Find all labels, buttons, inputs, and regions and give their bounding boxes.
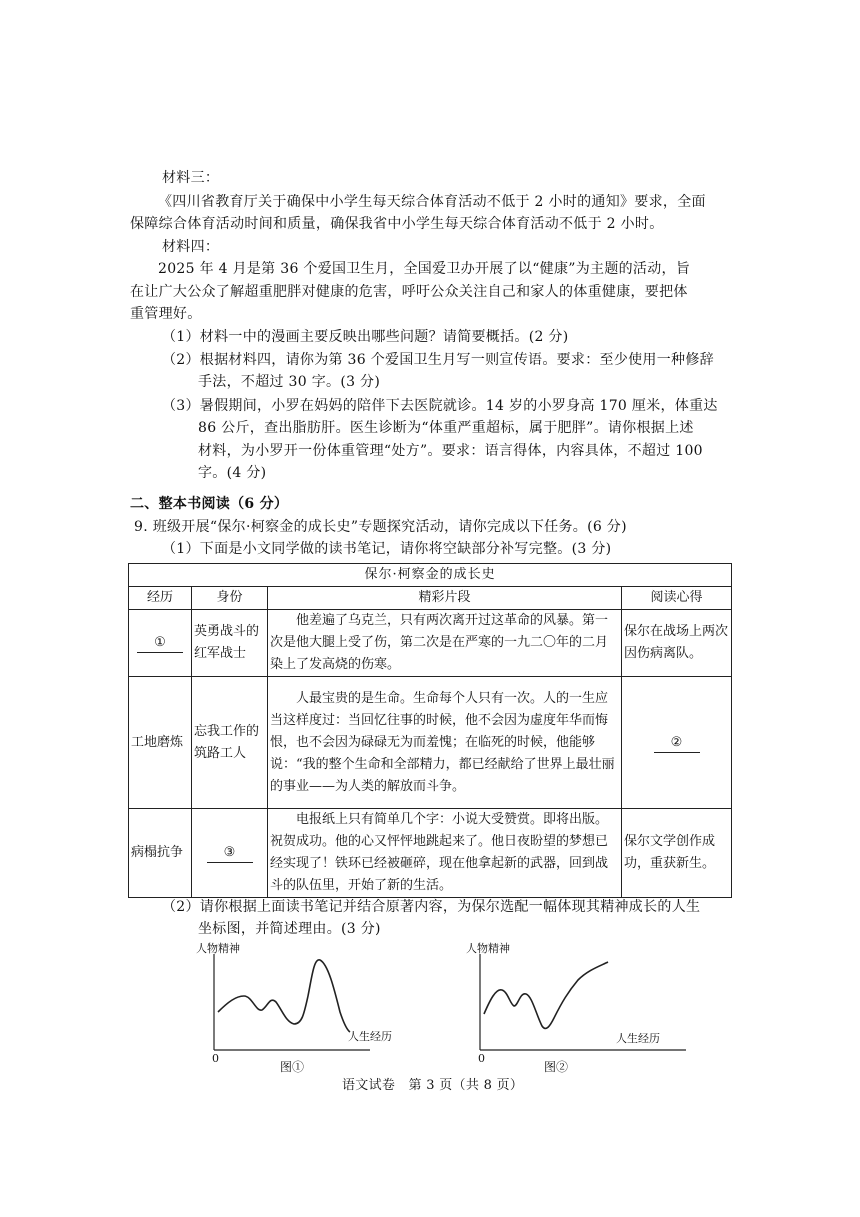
row2-excerpt: 人最宝贵的是生命。生命每个人只有一次。人的一生应当这样度过：当回忆往事的时候，他不会因为虚度年华而悔恨，也不会因为碌碌无为而羞愧；在临死的时候，他能够说：“我的整个生命和全部精力，都已经献给了世界上最壮丽的事业——为人类的解放而斗争。	[268, 677, 622, 809]
row1-note: 保尔在战场上两次因伤病离队。	[622, 610, 732, 677]
graph-2-xlabel: 人生经历	[616, 1032, 660, 1045]
blank-3[interactable]: ③	[207, 844, 253, 863]
question-1: （1）材料一中的漫画主要反映出哪些问题？请简要概括。(2 分)	[162, 329, 569, 345]
material4-line3: 重管理好。	[130, 306, 202, 322]
question-2-line2: 手法，不超过 30 字。(3 分)	[198, 374, 381, 390]
question-9: 9. 班级开展“保尔·柯察金的成长史”专题探究活动，请你完成以下任务。(6 分)	[134, 519, 627, 535]
graph-1-ylabel: 人物精神	[196, 942, 240, 955]
material3-line1: 《四川省教育厅关于确保中小学生每天综合体育活动不低于 2 小时的通知》要求，全面	[158, 194, 706, 210]
graph-2-caption: 图②	[544, 1060, 569, 1074]
material4-line1: 2025 年 4 月是第 36 个爱国卫生月，全国爱卫办开展了以“健康”为主题的活动，旨	[158, 261, 691, 277]
section2-heading: 二、整本书阅读（6 分）	[130, 496, 289, 512]
blank-2[interactable]: ②	[654, 734, 700, 753]
graph-1-origin: 0	[212, 1052, 219, 1065]
header-note: 阅读心得	[622, 587, 732, 610]
question-9-1: （1）下面是小文同学做的读书笔记，请你将空缺部分补写完整。(3 分)	[162, 541, 612, 557]
header-identity: 身份	[192, 587, 268, 610]
material3-heading: 材料三：	[162, 170, 220, 186]
row1-identity: 英勇战斗的红军战士	[192, 610, 268, 677]
row2-experience: 工地磨炼	[129, 677, 192, 809]
table-row	[129, 809, 732, 898]
blank-1[interactable]: ①	[137, 634, 183, 653]
question-9-2-line1: （2）请你根据上面读书笔记并结合原著内容，为保尔选配一幅体现其精神成长的人生	[162, 899, 701, 915]
question-3-line4: 字。(4 分)	[198, 465, 267, 481]
graph-2-ylabel: 人物精神	[466, 942, 510, 955]
graph-1-curve	[218, 960, 350, 1032]
question-3-line3: 材料，为小罗开一份体重管理“处方”。要求：语言得体，内容具体，不超过 100	[198, 443, 703, 459]
graph-1	[190, 940, 392, 1080]
question-9-2-line2: 坐标图，并简述理由。(3 分)	[198, 921, 381, 937]
graph-2-origin: 0	[478, 1052, 485, 1065]
question-2-line1: （2）根据材料四，请你为第 36 个爱国卫生月写一则宣传语。要求：至少使用一种修辞	[162, 352, 714, 368]
row2-identity: 忘我工作的筑路工人	[192, 677, 268, 809]
row1-excerpt: 他差遍了乌克兰，只有两次离开过这革命的风暴。第一次是他大腿上受了伤，第二次是在严寒的一九二〇年的二月染上了发高烧的伤寒。	[268, 610, 622, 677]
table-row	[129, 610, 732, 677]
question-3-line1: （3）暑假期间，小罗在妈妈的陪伴下去医院就诊。14 岁的小罗身高 170 厘米，体重达	[162, 398, 718, 414]
table-row	[129, 677, 732, 809]
graph-1-caption: 图①	[280, 1060, 305, 1074]
page-footer: 语文试卷 第 3 页（共 8 页）	[342, 1078, 524, 1093]
graph-2-svg	[456, 940, 706, 1080]
question-3-line2: 86 公斤，查出脂肪肝。医生诊断为“体重严重超标，属于肥胖”。请你根据上述	[198, 420, 694, 436]
header-experience: 经历	[129, 587, 192, 610]
graph-2-curve	[484, 962, 608, 1028]
reading-notes-table	[128, 563, 732, 898]
row3-experience: 病榻抗争	[129, 809, 192, 898]
table-title: 保尔·柯察金的成长史	[129, 564, 732, 587]
material3-line2: 保障综合体育活动时间和质量，确保我省中小学生每天综合体育活动不低于 2 小时。	[130, 216, 664, 232]
material4-line2: 在让广大公众了解超重肥胖对健康的危害，呼吁公众关注自己和家人的体重健康，要把体	[130, 284, 688, 300]
graph-2	[456, 940, 706, 1080]
graph-1-xlabel: 人生经历	[348, 1030, 392, 1043]
header-excerpt: 精彩片段	[268, 587, 622, 610]
row3-note: 保尔文学创作成功，重获新生。	[622, 809, 732, 898]
material4-heading: 材料四：	[162, 239, 220, 255]
row3-excerpt: 电报纸上只有简单几个字：小说大受赞赏。即将出版。祝贺成功。他的心又怦怦地跳起来了。他日夜盼望的梦想已经实现了！铁环已经被砸碎，现在他拿起新的武器，回到战斗的队伍里，开始了新的生活。	[268, 809, 622, 898]
